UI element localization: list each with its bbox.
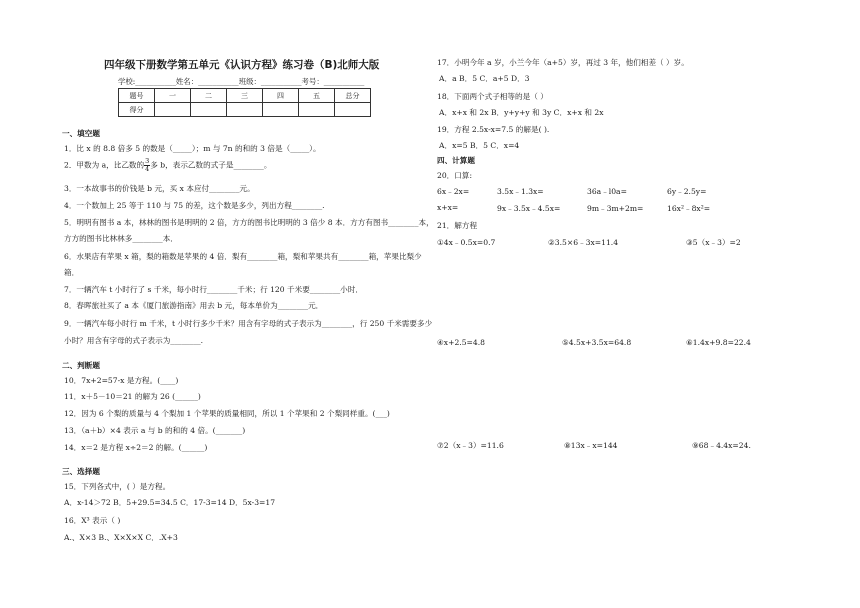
question-9-line-1: 9．一辆汽车每小时行 m 千米，t 小时行多少千米？用含有字母的式子表示为________，行 250 千米需要多少 (64, 319, 433, 328)
fraction-denominator: 4 (145, 165, 150, 173)
score-row-label: 得分 (119, 103, 155, 117)
question-14: 14．x＝2 是方程 x÷2＝2 的解。(______) (64, 443, 208, 452)
question-7: 7．一辆汽车 t 小时行了 s 千米，每小时行________千米；行 120 千米要________小时． (64, 285, 363, 294)
score-cell[interactable] (227, 103, 263, 117)
score-header-cell: 二 (191, 89, 227, 103)
fraction-numerator: 3 (145, 157, 150, 165)
equation-item: ⑦2（x﹣3）=11.6 (437, 441, 504, 450)
equation-item: ⑨68﹣4.4x=24. (692, 441, 751, 450)
question-5-line-1: 5．明明有图书 a 本，林林的图书是明明的 2 倍，方方的图书比明明的 3 倍少 8 本．方方有图书________本， (64, 218, 434, 227)
question-2 (64, 158, 271, 173)
question-19-options: A．x=5 B．5 C．x=4 (439, 141, 520, 150)
question-18-options: A．x+x 和 2x B．y+y+y 和 3y C．x+x 和 2x (439, 108, 604, 117)
equation-item: ③5（x﹣3）=2 (686, 238, 741, 247)
question-10: 10．7x+2=57-x 是方程。(____) (64, 376, 179, 385)
question-4: 4．一个数加上 25 等于 110 与 75 的差，这个数是多少，列出方程________. (64, 201, 325, 210)
question-11: 11．x＋5－10＝21 的解为 26 (______) (64, 392, 201, 401)
score-header-cell: 三 (227, 89, 263, 103)
equation-item: ⑥1.4x+9.8=22.4 (686, 338, 751, 347)
equation-item: ⑧13x﹣x=144 (564, 441, 618, 450)
section-heading-calculation: 四、计算题 (437, 156, 475, 165)
question-13: 13．（a＋b）×4 表示 a 与 b 的和的 4 倍。(_______) (64, 426, 246, 435)
section-heading-true-false: 二、判断题 (62, 361, 100, 370)
oral-calc-item: 9m﹣3m+2m= (587, 204, 644, 213)
question-17: 17．小明今年 a 岁，小兰今年（a+5）岁，再过 3 年，他们相差（ ）岁。 (437, 58, 689, 67)
score-cell[interactable] (263, 103, 299, 117)
oral-calc-item: x+x= (437, 203, 459, 212)
question-12: 12．因为 6 个梨的质量与 4 个梨加 1 个苹果的质量相同，所以 1 个苹果和 2 个梨同样重。(___) (64, 409, 390, 418)
question-1: 1．比 x 的 8.8 倍多 5 的数是（_____）；m 与 7n 的和的 3 倍是（_____）。 (64, 144, 321, 153)
section-heading-multiple-choice: 三、选择题 (62, 467, 100, 476)
question-15-options: A．x-14＞72 B．5+29.5=34.5 C．17-3=14 D．5x-3=17 (64, 498, 276, 507)
question-16-options: A.、X×3 B.、X×X×X C．.X+3 (64, 533, 178, 542)
oral-calc-item: 36a﹣l0a= (587, 187, 627, 196)
score-header-cell: 一 (155, 89, 191, 103)
question-21: 21．解方程 (437, 221, 478, 230)
question-18: 18．下面两个式子相等的是（ ） (437, 92, 548, 101)
question-6-line-1: 6．水果店有苹果 x 箱，梨的箱数是苹果的 4 倍．梨有________箱，梨和苹果共有________箱，苹果比梨少 (64, 252, 422, 261)
question-3: 3．一本故事书的价钱是 b 元，买 x 本应付________元。 (64, 184, 255, 193)
score-cell[interactable] (191, 103, 227, 117)
section-heading-fill-blank: 一、填空题 (62, 129, 100, 138)
question-2-text-a: 2．甲数为 a，比乙数的 (64, 160, 145, 170)
oral-calc-item: 16x²﹣8x²= (667, 204, 711, 213)
question-5-line-2: 方方的图书比林林多________本． (64, 234, 178, 243)
score-table-header-row (119, 89, 371, 103)
question-2-text-b: 多 b，表示乙数的式子是________。 (150, 160, 272, 170)
equation-item: ④x+2.5=4.8 (437, 338, 485, 347)
score-header-cell: 五 (299, 89, 335, 103)
question-6-line-2: 箱． (64, 268, 80, 277)
question-15: 15．下列各式中，( ）是方程。 (64, 482, 171, 491)
question-17-options: A．a B．5 C．a+5 D．3 (439, 74, 530, 83)
score-header-cell: 题号 (119, 89, 155, 103)
page-title: 四年级下册数学第五单元《认识方程》练习卷（B)北师大版 (104, 59, 380, 71)
score-cell[interactable] (335, 103, 371, 117)
oral-calc-item: 9x﹣3.5x﹣4.5x= (497, 204, 561, 213)
question-16: 16．X³ 表示（ ) (64, 516, 121, 525)
score-table (118, 88, 371, 117)
question-9-line-2: 小时？用含有字母的式子表示为________. (64, 336, 204, 345)
score-header-cell: 总分 (335, 89, 371, 103)
student-info-line: 学校:___________姓名：___________班级：___________考号：___________ (118, 77, 365, 86)
score-table-row (119, 103, 371, 117)
score-cell[interactable] (155, 103, 191, 117)
question-8: 8．春晖旅社买了 a 本《厦门旅游指南》用去 b 元，每本单价为________元． (64, 301, 324, 310)
score-cell[interactable] (299, 103, 335, 117)
question-20: 20．口算: (437, 171, 473, 180)
equation-item: ②3.5×6﹣3x=11.4 (548, 238, 619, 247)
equation-item: ⑤4.5x+3.5x=64.8 (562, 338, 632, 347)
oral-calc-item: 6y﹣2.5y= (667, 187, 707, 196)
score-header-cell: 四 (263, 89, 299, 103)
equation-item: ①4x﹣0.5x=0.7 (437, 238, 496, 247)
question-19: 19．方程 2.5x-x=7.5 的解是( ). (437, 125, 550, 134)
oral-calc-item: 3.5x﹣1.3x= (497, 187, 544, 196)
oral-calc-item: 6x﹣2x= (437, 187, 470, 196)
